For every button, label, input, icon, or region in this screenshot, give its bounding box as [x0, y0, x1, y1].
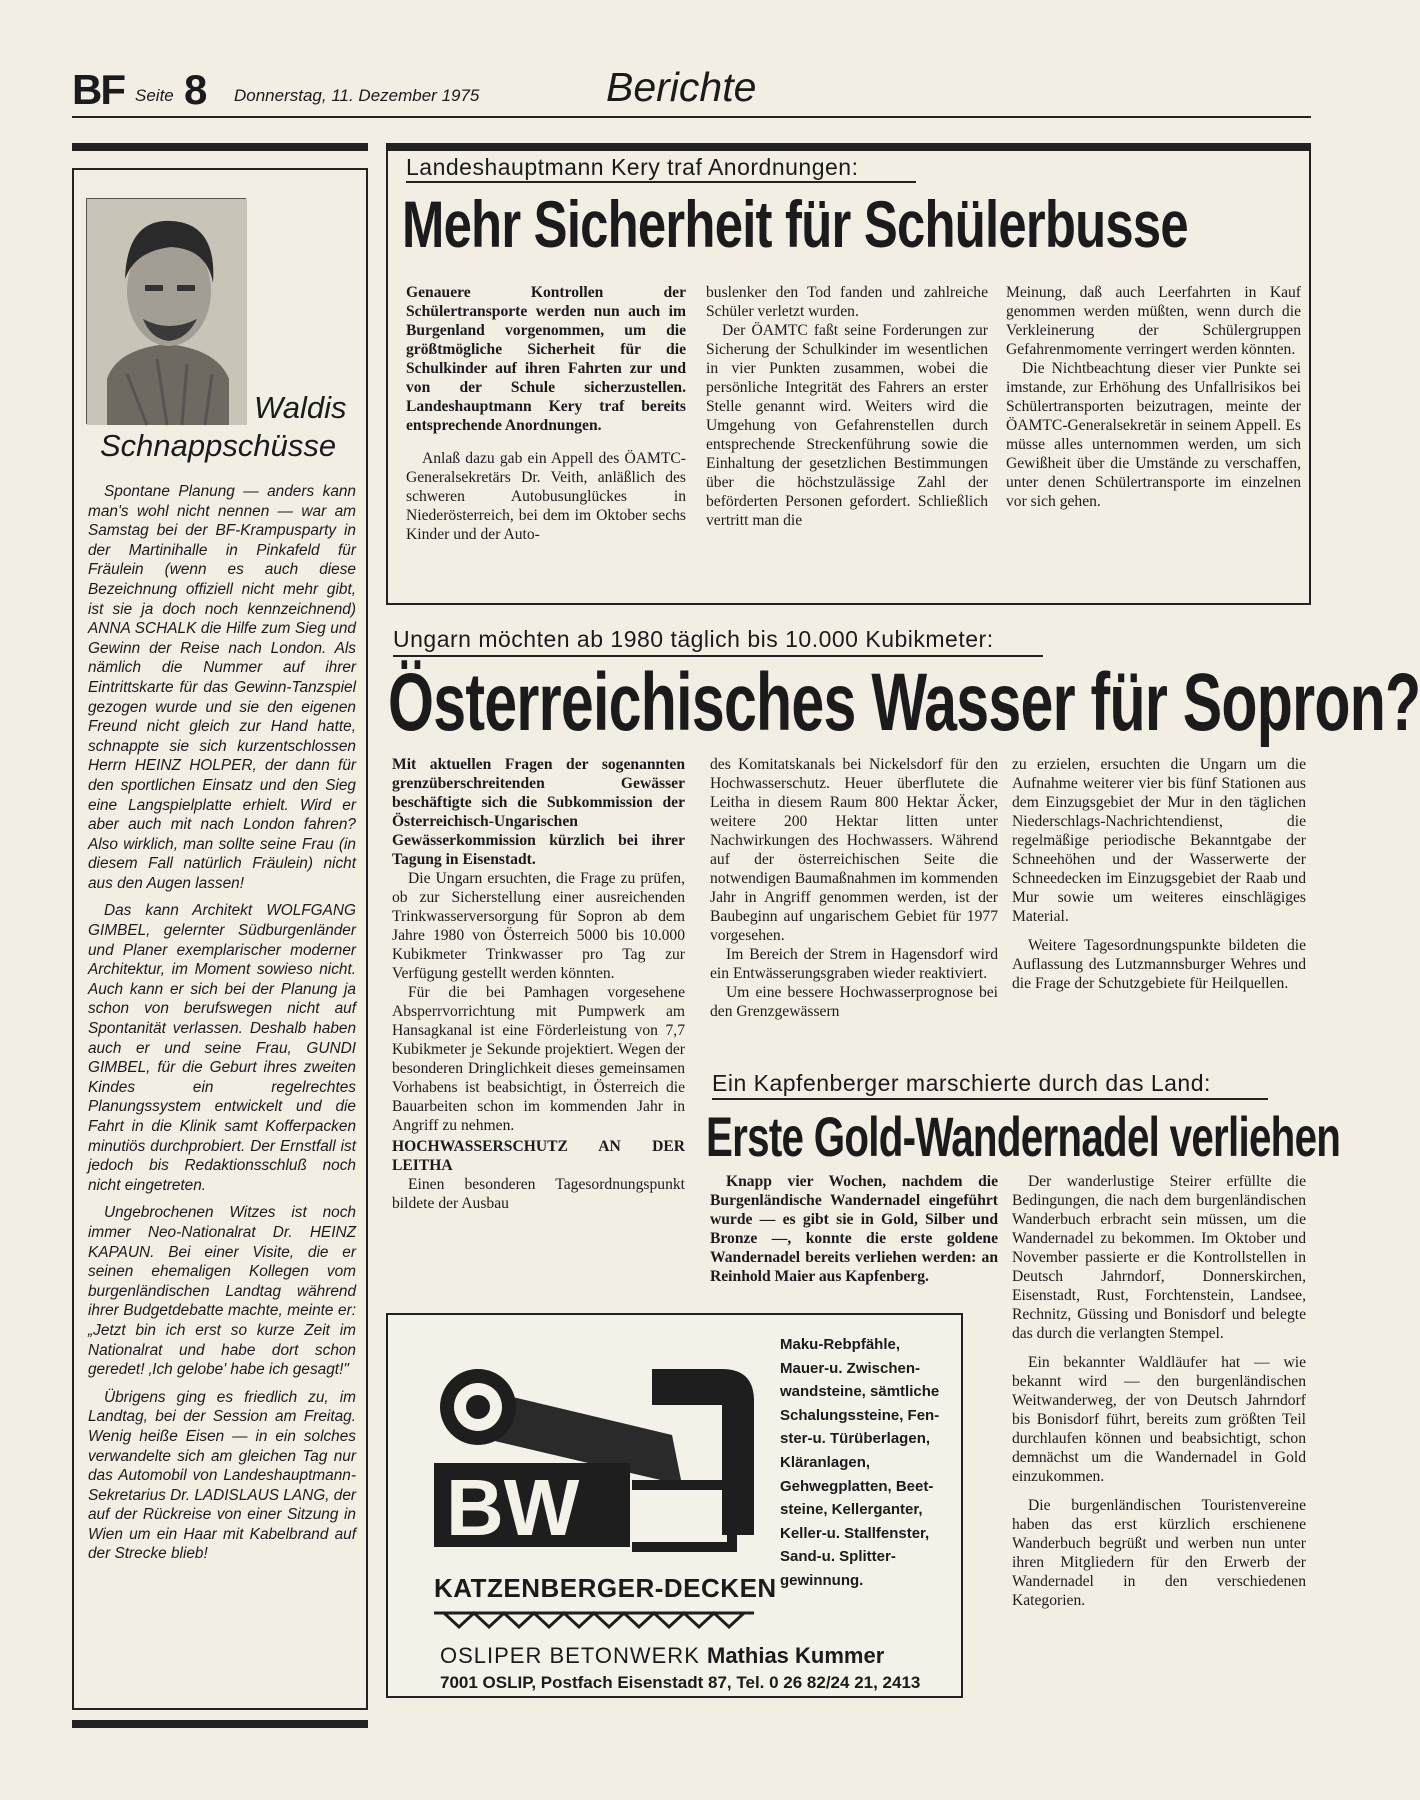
article2-col2	[710, 755, 998, 1021]
zigzag-divider-icon	[434, 1607, 754, 1631]
article3-col2	[1012, 1172, 1306, 1610]
article1-p3: Der ÖAMTC faßt seine Forderungen zur Sicherung der Schulkinder im wesentlichen in vier Punkten zusammen, wobei die persönliche Integrität des Fahrers an erster Stelle genannt wird. Weiters wird die Umgehung von Gefahrenstellen durch entsprechende Streckenführung sowie die Einhaltung der gesetzlichen Bestimmungen über die höchstzulässige Zahl der beförderten Personen gefordert. Schließlich vertritt man die	[706, 322, 988, 529]
article1-p2: buslenker den Tod fanden und zahlreiche Schüler verletzt wurden.	[706, 284, 988, 320]
header-rule	[72, 116, 1311, 118]
left-column-bottom-bar	[72, 1720, 368, 1728]
advert-company	[440, 1643, 884, 1669]
article1-p4: Meinung, daß auch Leerfahrten in Kauf genommen werden müßten, wenn durch die Verkleinerung der Schülergruppen Gefahrenmomente verringert werden könnten.	[1006, 284, 1301, 358]
paper-logo: BF	[72, 66, 124, 113]
left-column-text	[88, 482, 356, 1572]
left-paragraph-3: Ungebrochenen Witzes ist noch immer Neo-Nationalrat Dr. HEINZ KAPAUN. Bei einer Visite, die er seinen ehemaligen Kollegen vom burgenländischen Landtag während ihrer Budgetdebatte machte, meinte er: „Jetzt bin ich erst so kurze Zeit im Nationalrat und habe dort schon geredet! ‚Ich gelobe' habe ich gesagt!"	[88, 1204, 356, 1379]
author-photo	[86, 198, 246, 424]
left-paragraph-1: Spontane Planung — anders kann man's wohl nicht nennen — war am Samstag bei der BF-Krampusparty in der Martinihalle in Pinkafeld für Fräulein (wenn es auch diese Bezeichnung offiziell nicht mehr gibt, ist sie ja doch noch kennzeichnend) ANNA SCHALK die Hilfe zum Sieg und Gewinn der Reise nach London. Als nämlich die Nummer auf ihrer Eintrittskarte für das Gewinn-Tanzspiel gezogen wurde und sie den eigenen Freund nicht gleich zur Hand hatte, schnappte sie sich kurzentschlossen Herrn HEINZ HOLPER, der dann für den sportlichen Einsatz und den Sieg eine Langspielplatte erhielt. Wird er aber auch mit nach London fahren? Also wirklich, man sollte seine Frau (in diesem Fall natürlich Fräulein) nicht aus den Augen lassen!	[88, 483, 356, 892]
advert-address: 7001 OSLIP, Postfach Eisenstadt 87, Tel. 0 26 82/24 21, 2413	[440, 1673, 921, 1692]
advertisement	[386, 1313, 963, 1698]
article3-lead: Knapp vier Wochen, nachdem die Burgenländische Wandernadel eingeführt wurde — es gibt sie in Gold, Silber und Bronze —, konnte die erste goldene Wandernadel bereits verliehen werden: an Reinhold Maier aus Kapfenberg.	[710, 1173, 998, 1285]
article1-lead: Genauere Kontrollen der Schülertransporte werden nun auch im Burgenland vorgenommen, um die größtmögliche Sicherheit für die Schulkinder auf ihren Fahrten zur und von der Schule sicherzustellen. Landeshauptmann Kery traf bereits entsprechende Anordnungen.	[406, 284, 686, 434]
article2-p2: Für die bei Pamhagen vorgesehene Absperrvorrichtung mit Pumpwerk am Hansagkanal ist eine Förderleistung von 7,7 Kubikmeter je Sekunde projektiert. Wegen der besonderen Dringlichkeit dieses gemeinsamen Vorhabens ist beabsichtigt, in Österreich die Bauarbeiten schon im kommenden Jahr in Angriff zu nehmen.	[392, 984, 685, 1134]
article3-p2: Ein bekannter Waldläufer hat — wie bekannt wird — den burgenländischen Weitwanderweg, der von Deutsch Jahrndorf bis Bonisdorf führt, bereits zum größten Teil durchlaufen können und beabsichtigt, schon demnächst um die Wandernadel in Gold einzukommen.	[1012, 1354, 1306, 1485]
article1-kicker: Landeshauptmann Kery traf Anordnungen:	[406, 154, 859, 180]
column-title-line1: Waldis	[254, 390, 347, 425]
left-paragraph-2: Das kann Architekt WOLFGANG GIMBEL, gelernter Südburgenländer und Planer exemplarischer moderner Architektur, im Moment sowieso nicht. Auch kann er sich bei der Planung ja schon von berufswegen nicht auf Spontanität verlassen. Deshalb haben auch er und seine Frau, GUNDI GIMBEL, für die Geburt ihres zweiten Kindes ein regelrechtes Planungssystem entwickelt und die Fahrt in die Klinik samt Kofferpacken minutiös durchprobiert. Der Ernstfall ist jedoch bis Redaktionsschluß noch nicht eingetreten.	[88, 902, 356, 1194]
left-paragraph-4: Übrigens ging es friedlich zu, im Landtag, bei der Session am Freitag. Wenig heiße Eisen — in ein solches verwandelte sich am gleichen Tag nur das Automobil von Landeshauptmann-Sekretarius Dr. LADISLAUS LANG, der auf der Rückreise von einer Sitzung in Wien um ein Haar mit Kabelbrand auf der Strecke blieb!	[88, 1388, 357, 1563]
article3-p3: Die burgenländischen Touristenvereine haben das erst kürzlich erschienene Wanderbuch begrüßt und werben nun unter ihren Mitgliedern für den Erwerb der Wandernadel in den verschiedenen Kategorien.	[1012, 1497, 1306, 1609]
column-title-line2: Schnappschüsse	[100, 428, 337, 463]
author-portrait-icon	[87, 199, 247, 425]
article2-p5: Im Bereich der Strem in Hagensdorf wird ein Entwässerungsgraben wieder reaktiviert.	[710, 946, 998, 982]
article1-headline: Mehr Sicherheit für Schülerbusse	[402, 187, 1188, 261]
article2-kicker: Ungarn möchten ab 1980 täglich bis 10.000 Kubikmeter:	[393, 626, 994, 652]
article1-col2	[706, 283, 988, 530]
article2-p7: zu erzielen, ersuchten die Ungarn um die Aufnahme weiterer vier bis fünf Stationen aus dem Einzugsgebiet der Mur in den täglichen Niederschlags-Nachrichtendienst, die regelmäßige periodische Bekanntgabe der Schneehöhen und der Wasserwerte der Schneedecken im Einzugsgebiet der Raab und Mur sowie um weiteres einschlägiges Material.	[1012, 756, 1306, 925]
article1-col3	[1006, 283, 1301, 511]
svg-text:BW: BW	[446, 1463, 580, 1552]
section-title: Berichte	[606, 64, 757, 110]
article1-col1	[406, 283, 686, 544]
advert-brand: KATZENBERGER-DECKEN	[434, 1573, 777, 1603]
article2-subhead: HOCHWASSERSCHUTZ AN DER LEITHA	[392, 1138, 685, 1174]
article2-col1	[392, 755, 685, 1213]
issue-date: Donnerstag, 11. Dezember 1975	[234, 86, 480, 105]
article2-headline: Österreichisches Wasser für Sopron?	[388, 657, 1420, 748]
bw-logo-icon	[432, 1335, 762, 1565]
page-number: 8	[184, 66, 208, 113]
article3-kicker: Ein Kapfenberger marschierte durch das Land:	[712, 1070, 1211, 1096]
advert-company-name: OSLIPER BETONWERK	[440, 1643, 700, 1668]
article2-p6: Um eine bessere Hochwasserprognose bei den Grenzgewässern	[710, 984, 998, 1020]
article2-p3: Einen besonderen Tagesordnungspunkt bildete der Ausbau	[392, 1176, 685, 1212]
article2-col3	[1012, 755, 1306, 993]
page-label: Seite	[135, 86, 174, 105]
article2-p8: Weitere Tagesordnungspunkte bildeten die Auflassung des Lutzmannsburger Wehres und die Frage der Schutzgebiete für Heilquellen.	[1012, 937, 1306, 992]
article1-p5: Die Nichtbeachtung dieser vier Punkte sei imstande, zur Erhöhung des Unfallrisikos bei Schülertransporten beizutragen, meinte der ÖAMTC-Generalsekretär in seinem Appell. Es müsse alles unternommen werden, um sich Gewißheit über die Umstände zu verschaffen, unter denen Schülertransporte im einzelnen vor sich gehen.	[1006, 360, 1301, 510]
article2-lead: Mit aktuellen Fragen der sogenannten grenzüberschreitenden Gewässer beschäftigte sich die Subkommission der Österreichisch-Ungarischen Gewässerkommission kürzlich bei ihrer Tagung in Eisenstadt.	[392, 756, 685, 868]
article2-p1: Die Ungarn ersuchten, die Frage zu prüfen, ob zur Sicherstellung einer ausreichenden Trinkwasserversorgung für Sopron ab dem Jahre 1980 von Österreich 5000 bis 10.000 Kubikmeter Trinkwasser pro Tag zur Verfügung gestellt werden könnten.	[392, 870, 685, 982]
left-column-top-bar	[72, 143, 368, 151]
article3-headline: Erste Gold-Wandernadel verliehen	[706, 1105, 1341, 1168]
article3-col1	[710, 1172, 998, 1286]
advert-company-owner: Mathias Kummer	[707, 1643, 885, 1668]
article1-kicker-rule	[406, 181, 916, 183]
article3-kicker-rule	[712, 1098, 1268, 1100]
advert-products: Maku-Rebpfähle, Mauer-u. Zwischen- wandsteine, sämtliche Schalungssteine, Fen- ster-u. Türüberlagen, Kläranlagen, Gehwegplatten, Beet- steine, Kellerganter, Keller-u. Stallfenster, Sand-u. Splitter- gewinnung.	[780, 1336, 940, 1589]
article1-p1: Anlaß dazu gab ein Appell des ÖAMTC-Generalsekretärs Dr. Veith, anläßlich des schweren Autobusunglückes in Niederösterreich, bei dem im Oktober sechs Kinder und der Auto-	[406, 450, 686, 543]
article2-p4: des Komitatskanals bei Nickelsdorf für den Hochwasserschutz. Heuer überflutete die Leitha in diesem Raum 800 Hektar Äcker, weitere 200 Hektar litten unter Nachwirkungen des Hochwassers. Während auf der österreichischen Seite die notwendigen Baumaßnahmen im kommenden Jahr in Angriff genommen werden, ist der Baubeginn auf ungarischem Gebiet für 1977 vorgesehen.	[710, 756, 998, 944]
article3-p1: Der wanderlustige Steirer erfüllte die Bedingungen, die nach dem burgenländischen Wanderbuch erbracht sein müssen, um die Wandernadel zu bekommen. Im Oktober und November passierte er die Kontrollstellen in Deutsch Jahrndorf, Donnerskirchen, Eisenstadt, Rust, Forchtenstein, Landsee, Rechnitz, Güssing und Bonisdorf und belegte das durch die verlangten Stempel.	[1012, 1173, 1306, 1342]
